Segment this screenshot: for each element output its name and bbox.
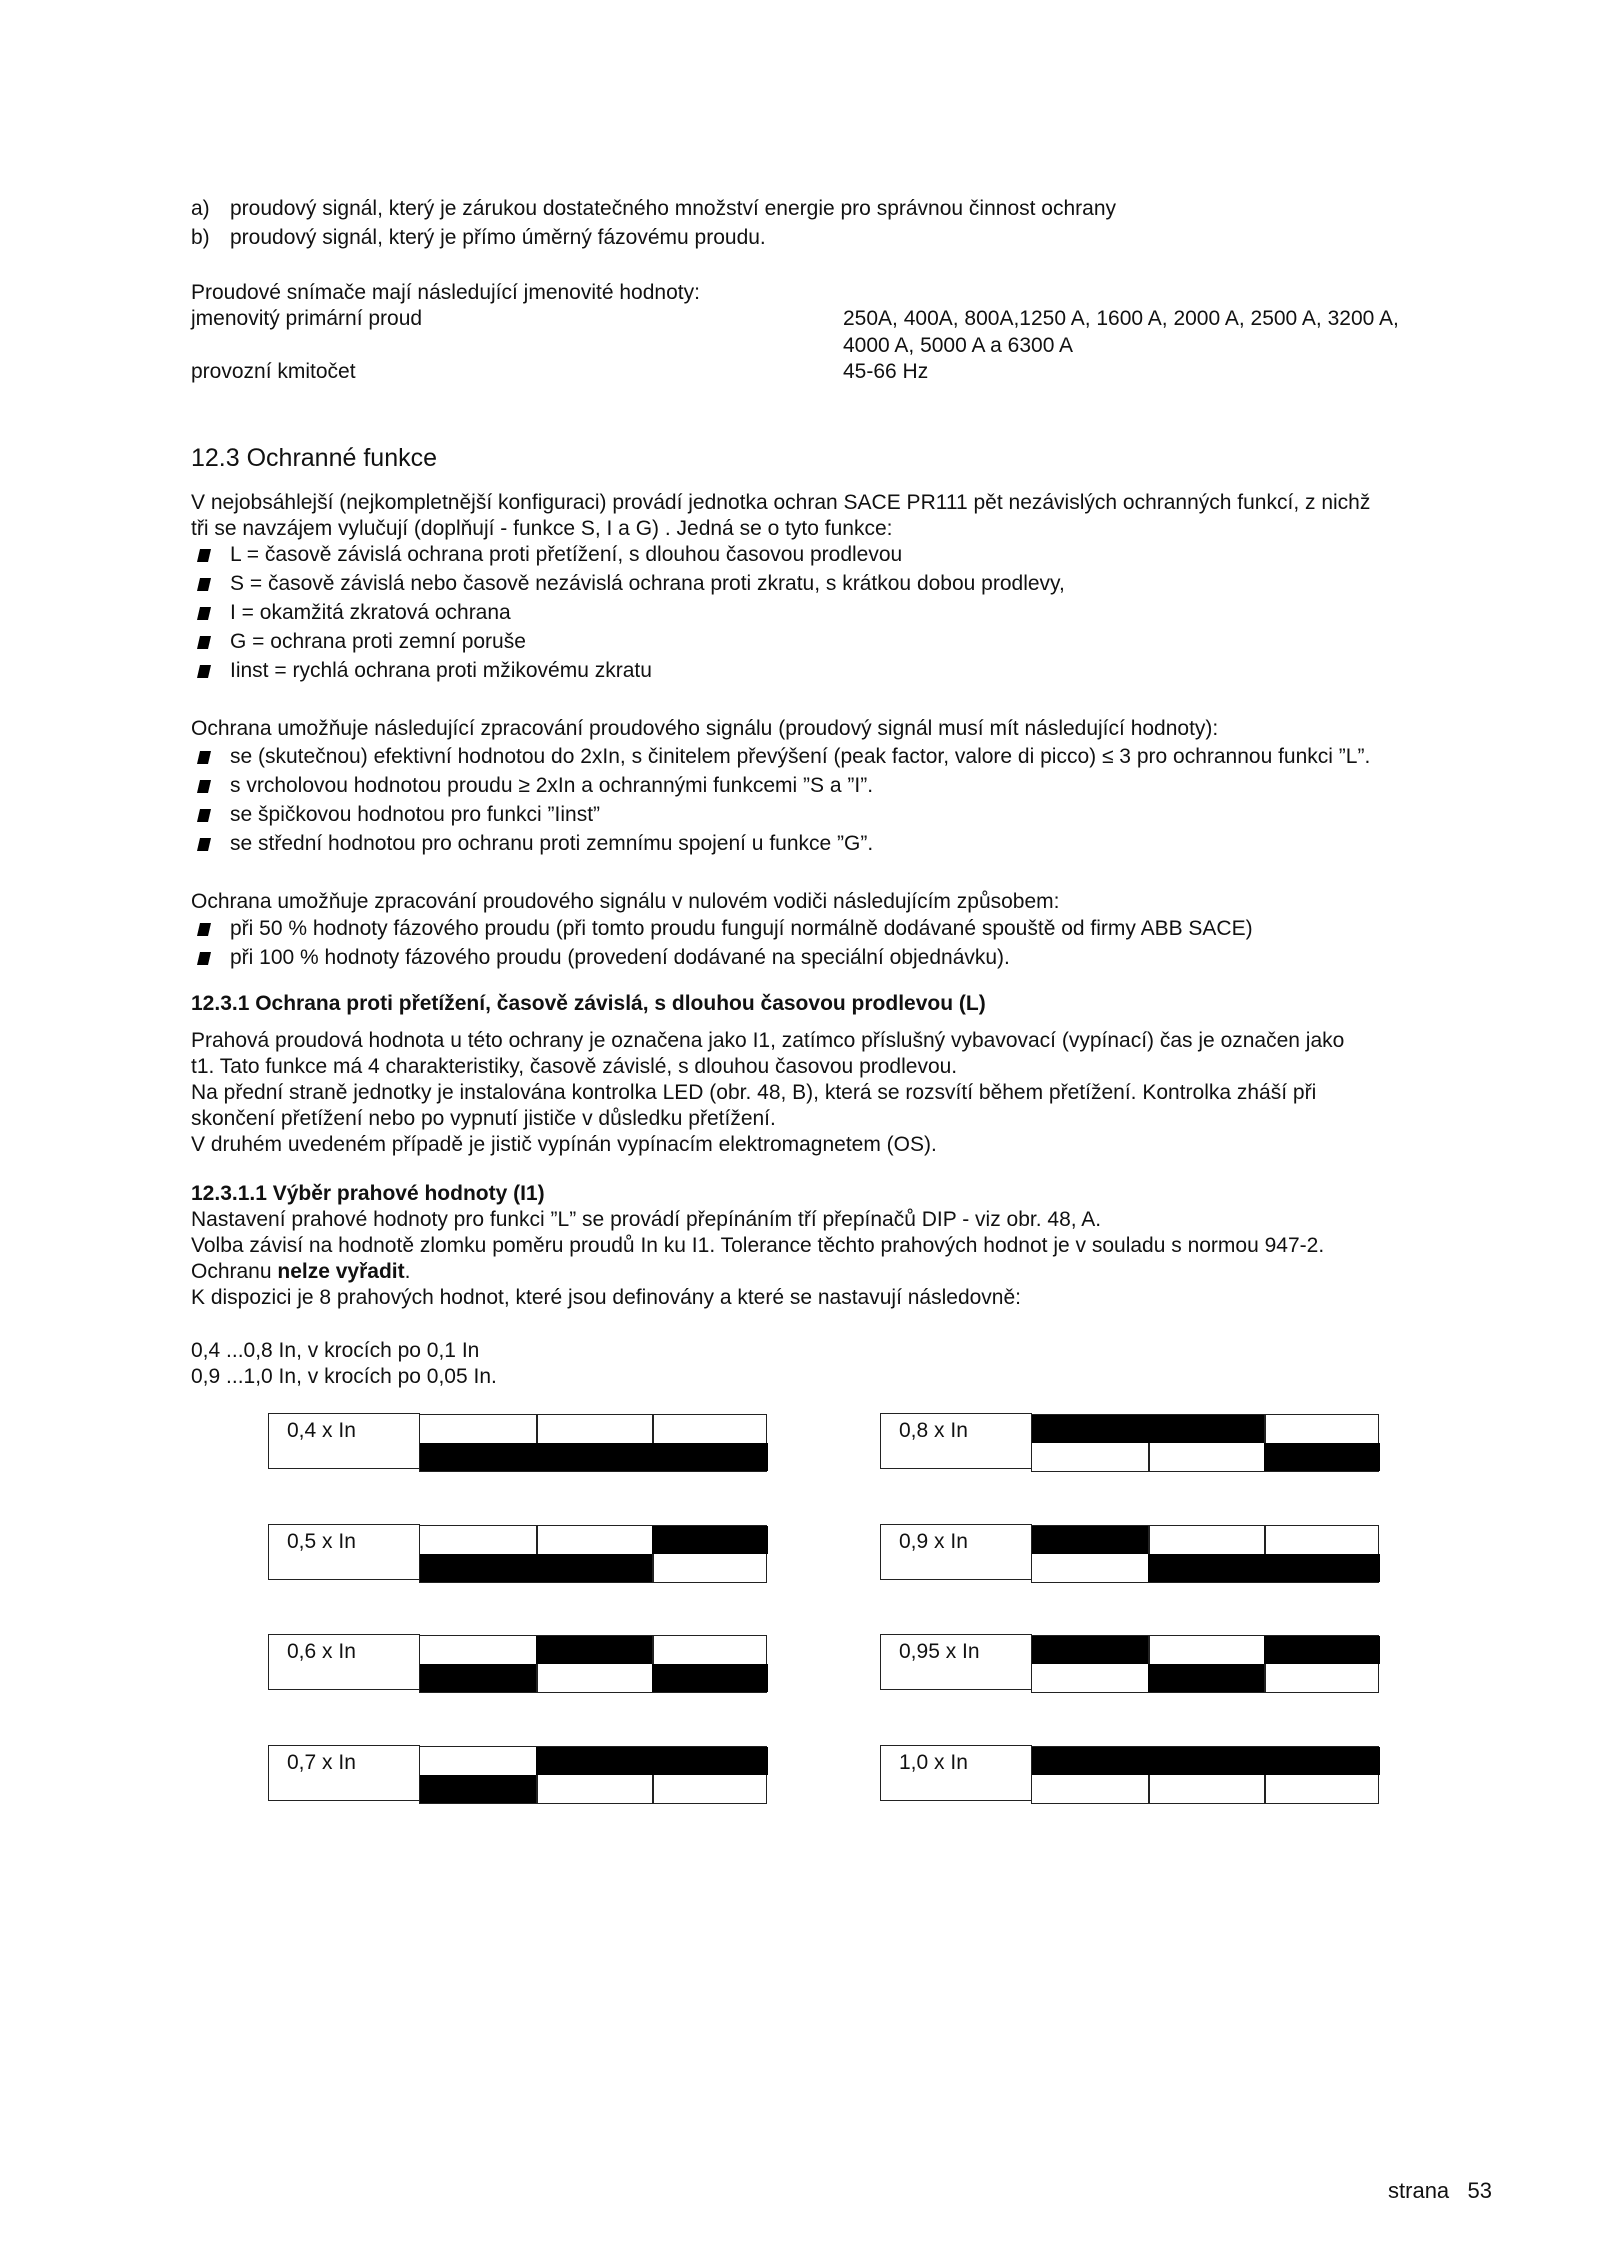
- dip-switch-lever: [1148, 1664, 1264, 1692]
- frequency-label: provozní kmitočet: [191, 360, 356, 383]
- function-item: G = ochrana proti zemní poruše: [230, 630, 526, 653]
- item-b-marker: b): [191, 226, 210, 249]
- ratings-heading: Proudové snímače mají následující jmenovité hodnoty:: [191, 281, 700, 304]
- dip-switch-lever: [536, 1636, 652, 1664]
- dip-switch-lever: [536, 1443, 652, 1471]
- dip-setting-label: 0,9 x In: [880, 1524, 1032, 1580]
- item-a-text: proudový signál, který je zárukou dostatečného množství energie pro správnou činnost ochrany: [230, 197, 1116, 220]
- item-a-marker: a): [191, 197, 210, 220]
- threshold-line-4: K dispozici je 8 prahových hodnot, které jsou definovány a které se nastavují následovně:: [191, 1286, 1022, 1309]
- dip-switch: [1031, 1525, 1379, 1583]
- dip-switch-lever: [652, 1747, 768, 1775]
- subsection-line: skončení přetížení nebo po vypnutí jističe v důsledku přetížení.: [191, 1107, 776, 1130]
- section-title: 12.3 Ochranné funkce: [191, 444, 437, 472]
- primary-current-value-2: 4000 A, 5000 A a 6300 A: [843, 334, 1074, 357]
- dip-setting-label: 0,95 x In: [880, 1634, 1032, 1690]
- bullet-icon: [197, 549, 211, 561]
- range-line-1: 0,4 ...0,8 In, v krocích po 0,1 In: [191, 1339, 480, 1362]
- dip-switch-lever: [1264, 1443, 1380, 1471]
- bullet-icon: [197, 578, 211, 590]
- frequency-value: 45-66 Hz: [843, 360, 929, 383]
- primary-current-value-1: 250A, 400A, 800A,1250 A, 1600 A, 2000 A, 2500 A, 3200 A,: [843, 307, 1399, 330]
- dip-setting-label: 0,5 x In: [268, 1524, 420, 1580]
- bullet-icon: [197, 780, 211, 792]
- dip-switch-lever: [536, 1747, 652, 1775]
- cannot-disable-emphasis: nelze vyřadit: [277, 1260, 405, 1283]
- subsection-line: Prahová proudová hodnota u této ochrany je označena jako I1, zatímco příslušný vybavovací (vypínací) čas je označen jako: [191, 1029, 1345, 1052]
- dip-switch-lever: [420, 1775, 536, 1803]
- dip-switch-lever: [652, 1664, 768, 1692]
- subsection-line: Na přední straně jednotky je instalována kontrolka LED (obr. 48, B), která se rozsvítí během přetížení. Kontrolka zháší při: [191, 1081, 1317, 1104]
- section-paragraph-line-1: V nejobsáhlejší (nejkompletnější konfiguraci) provádí jednotka ochran SACE PR111 pět nezávislých ochranných funkcí, z nichž: [191, 491, 1371, 514]
- dip-switch: [1031, 1746, 1379, 1804]
- dip-switch-lever: [652, 1443, 768, 1471]
- bullet-icon: [197, 636, 211, 648]
- dip-setting-label: 0,8 x In: [880, 1413, 1032, 1469]
- dip-switch: [419, 1746, 767, 1804]
- processing-item: s vrcholovou hodnotou proudu ≥ 2xIn a ochrannými funkcemi ”S a ”I”.: [230, 774, 874, 797]
- threshold-line-1: Nastavení prahové hodnoty pro funkci ”L” se provádí přepínáním tří přepínačů DIP - viz obr. 48, A.: [191, 1208, 1102, 1231]
- bullet-icon: [197, 607, 211, 619]
- bullet-icon: [197, 923, 211, 935]
- dip-switch: [419, 1414, 767, 1472]
- function-item: L = časově závislá ochrana proti přetížení, s dlouhou časovou prodlevou: [230, 543, 903, 566]
- dip-switch-lever: [1264, 1554, 1380, 1582]
- dip-switch-lever: [1032, 1636, 1148, 1664]
- dip-switch-lever: [1032, 1747, 1148, 1775]
- primary-current-label: jmenovitý primární proud: [191, 307, 423, 330]
- function-item: Iinst = rychlá ochrana proti mžikovému zkratu: [230, 659, 652, 682]
- dip-setting-label: 0,6 x In: [268, 1634, 420, 1690]
- dip-switch-lever: [420, 1664, 536, 1692]
- processing-item: se špičkovou hodnotou pro funkci ”Iinst”: [230, 803, 601, 826]
- neutral-item: při 50 % hodnoty fázového proudu (při tomto proudu fungují normálně dodávané spouště od firmy ABB SACE): [230, 917, 1253, 940]
- bullet-icon: [197, 665, 211, 677]
- bullet-icon: [197, 751, 211, 763]
- neutral-item: při 100 % hodnoty fázového proudu (provedení dodávané na speciální objednávku).: [230, 946, 1010, 969]
- dip-setting-label: 0,7 x In: [268, 1745, 420, 1801]
- dip-switch-lever: [420, 1443, 536, 1471]
- dip-switch-lever: [1148, 1554, 1264, 1582]
- dip-switch-lever: [652, 1526, 768, 1554]
- processing-item: se (skutečnou) efektivní hodnotou do 2xIn, s činitelem převýšení (peak factor, valore di picco) ≤ 3 pro ochrannou funkci ”L”.: [230, 745, 1371, 768]
- subsection-title: 12.3.1 Ochrana proti přetížení, časově závislá, s dlouhou časovou prodlevou (L): [191, 992, 986, 1015]
- dip-switch: [1031, 1414, 1379, 1472]
- dip-switch-lever: [1264, 1636, 1380, 1664]
- dip-setting-label: 0,4 x In: [268, 1413, 420, 1469]
- page-footer: [1388, 2177, 1492, 2205]
- bullet-icon: [197, 838, 211, 850]
- range-line-2: 0,9 ...1,0 In, v krocích po 0,05 In.: [191, 1365, 497, 1388]
- dip-switch-lever: [1148, 1747, 1264, 1775]
- processing-intro: Ochrana umožňuje následující zpracování proudového signálu (proudový signál musí mít následující hodnoty):: [191, 717, 1219, 740]
- bullet-icon: [197, 809, 211, 821]
- dip-switch-lever: [420, 1554, 536, 1582]
- dip-switch-lever: [1148, 1415, 1264, 1443]
- dip-switch: [419, 1635, 767, 1693]
- bullet-icon: [197, 952, 211, 964]
- processing-item: se střední hodnotou pro ochranu proti zemnímu spojení u funkce ”G”.: [230, 832, 874, 855]
- function-item: I = okamžitá zkratová ochrana: [230, 601, 511, 624]
- function-item: S = časově závislá nebo časově nezávislá ochrana proti zkratu, s krátkou dobou prodlevy,: [230, 572, 1065, 595]
- page-number: 53: [1467, 2178, 1492, 2203]
- page-label: strana: [1388, 2178, 1450, 2203]
- section-paragraph-line-2: tři se navzájem vylučují (doplňují - funkce S, I a G) . Jedná se o tyto funkce:: [191, 517, 893, 540]
- dip-setting-label: 1,0 x In: [880, 1745, 1032, 1801]
- dip-switch-lever: [1032, 1526, 1148, 1554]
- neutral-intro: Ochrana umožňuje zpracování proudového signálu v nulovém vodiči následujícím způsobem:: [191, 890, 1060, 913]
- item-b-text: proudový signál, který je přímo úměrný fázovému proudu.: [230, 226, 766, 249]
- threshold-line-3: Ochranu nelze vyřadit.: [191, 1260, 411, 1283]
- dip-switch-lever: [536, 1554, 652, 1582]
- subsection-line: t1. Tato funkce má 4 charakteristiky, časově závislé, s dlouhou časovou prodlevou.: [191, 1055, 958, 1078]
- subsubsection-title: 12.3.1.1 Výběr prahové hodnoty (I1): [191, 1182, 545, 1205]
- subsection-line: V druhém uvedeném případě je jistič vypínán vypínacím elektromagnetem (OS).: [191, 1133, 937, 1156]
- dip-switch: [1031, 1635, 1379, 1693]
- dip-switch-lever: [1032, 1415, 1148, 1443]
- dip-switch: [419, 1525, 767, 1583]
- dip-switch-lever: [1264, 1747, 1380, 1775]
- threshold-line-2: Volba závisí na hodnotě zlomku poměru proudů In ku I1. Tolerance těchto prahových hodnot je v souladu s normou 947-2.: [191, 1234, 1325, 1257]
